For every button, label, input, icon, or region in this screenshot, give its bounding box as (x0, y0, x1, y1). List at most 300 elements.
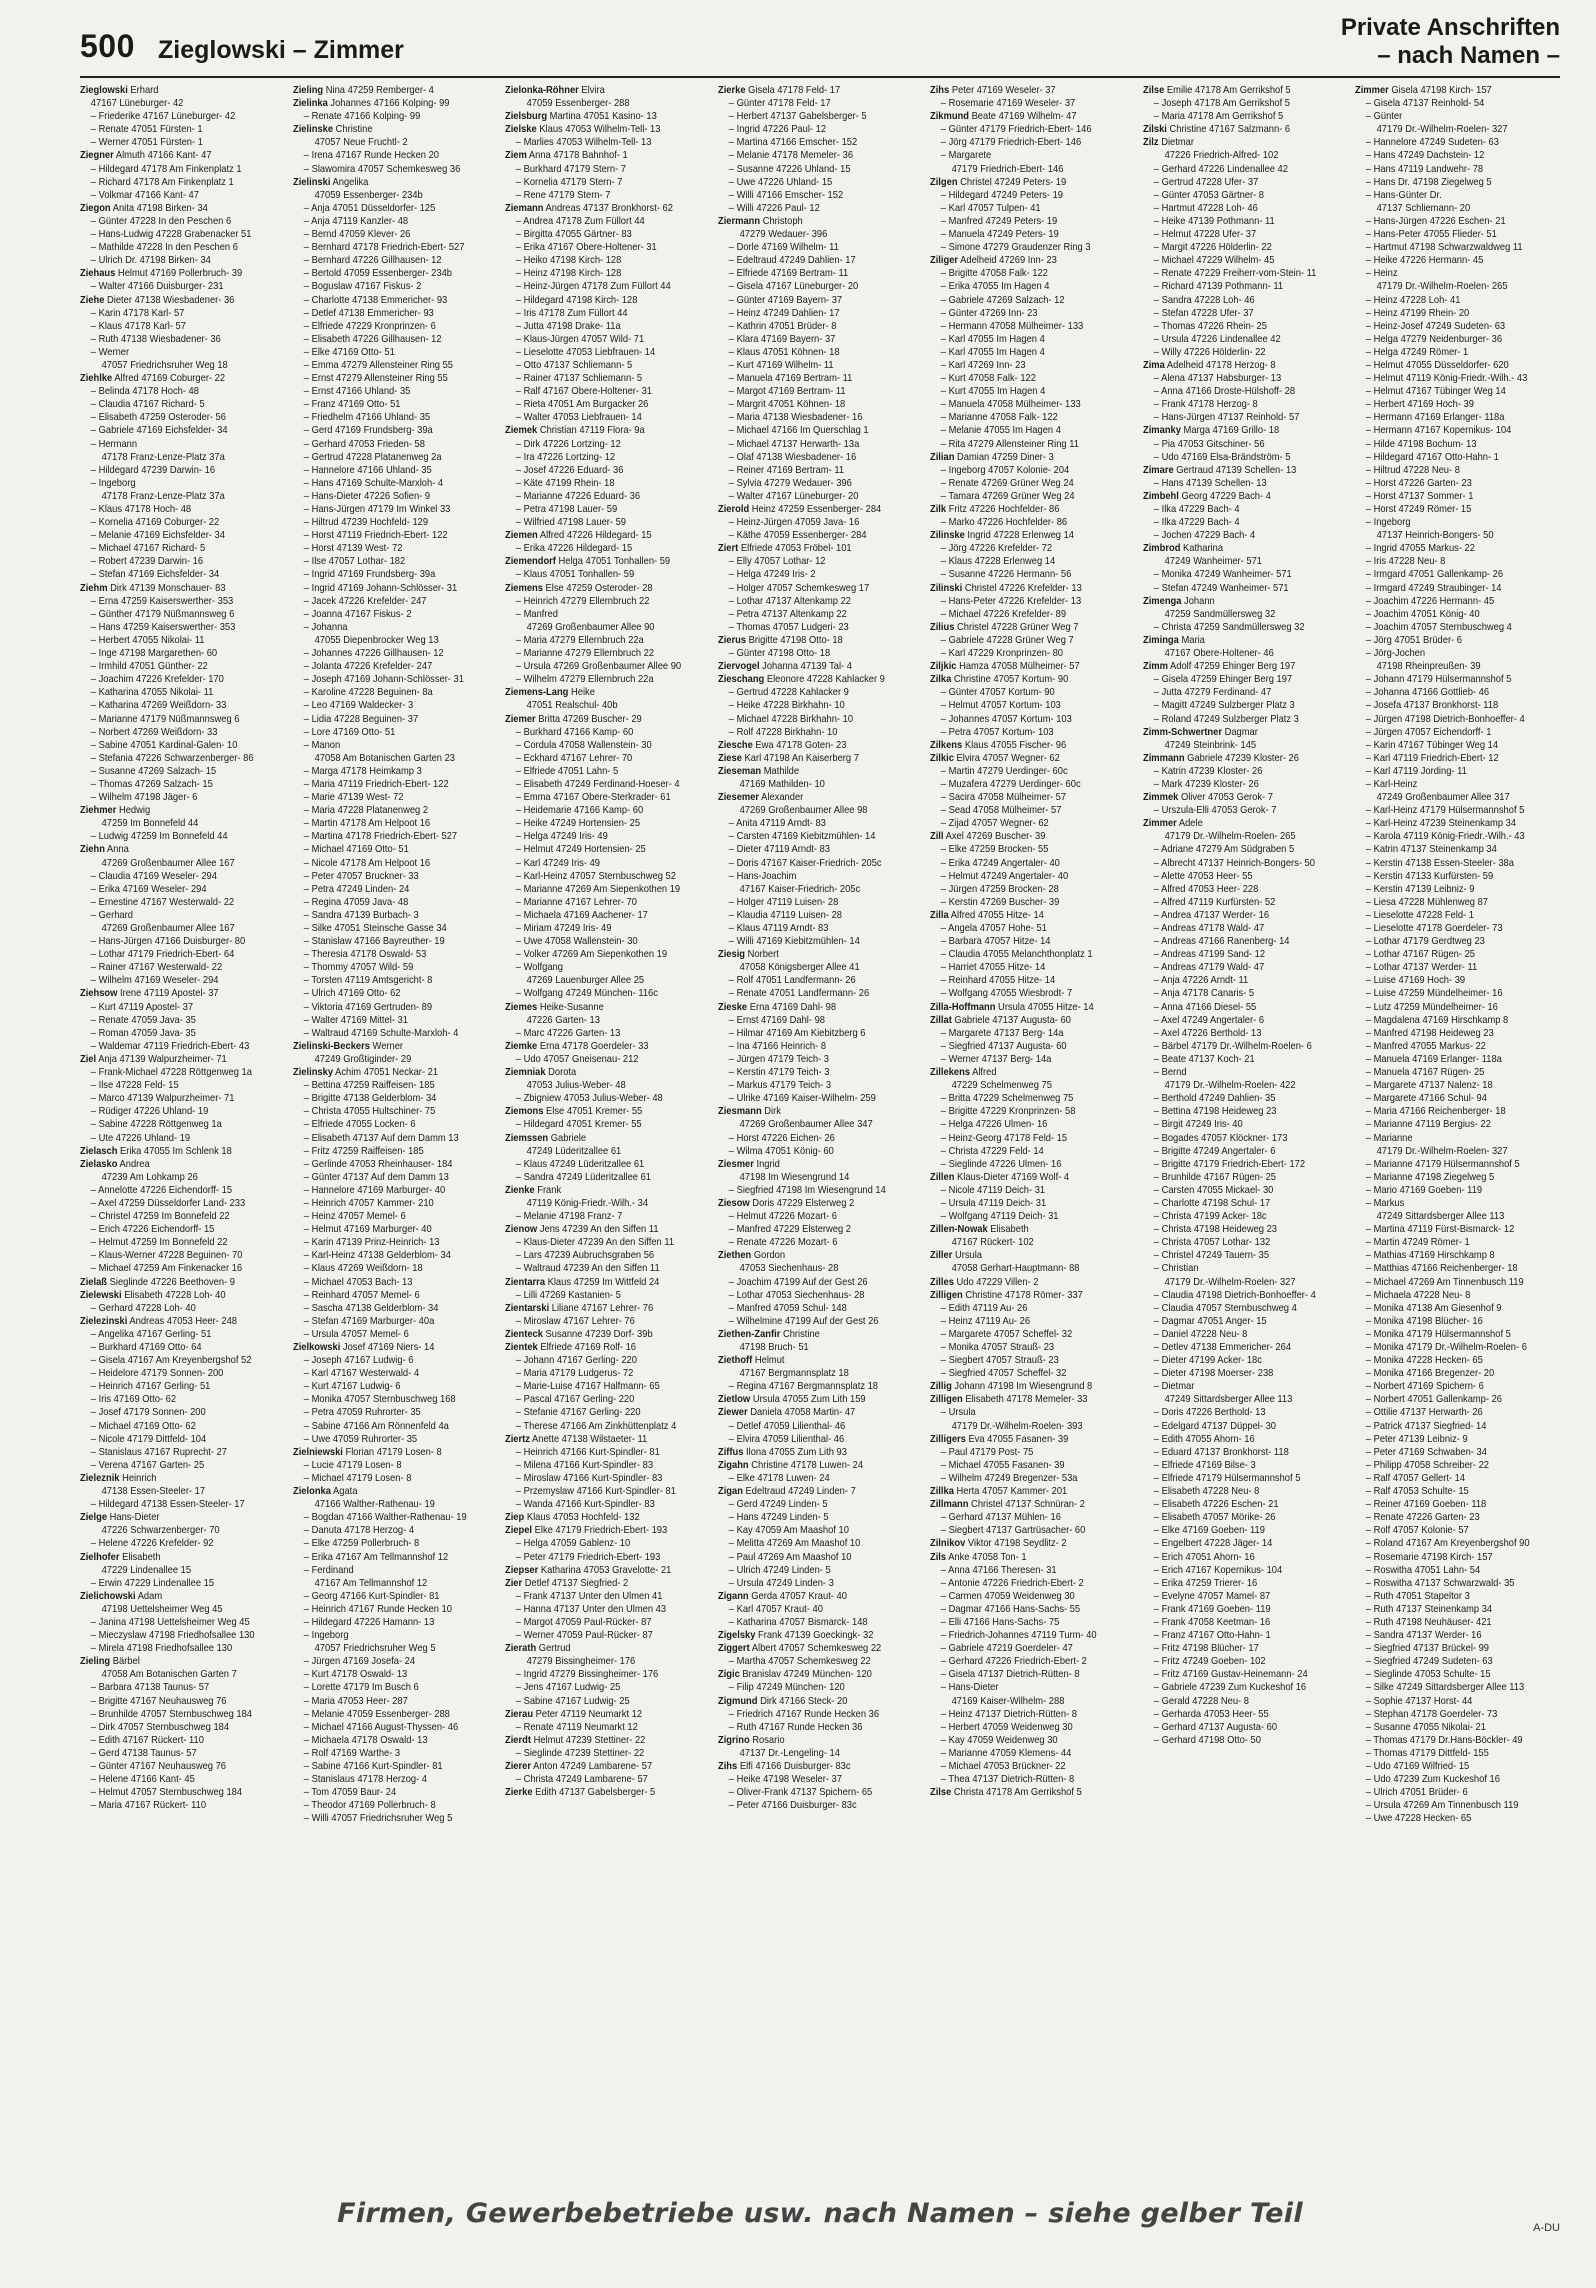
listing-entry: – Hermann (90, 438, 138, 450)
listing-entry: – Heidelore 47179 Sonnen- 200 (90, 1368, 224, 1380)
listing-entry (718, 1629, 902, 1642)
listing-entry: – Erwin 47229 Lindenallee 15 (90, 1577, 215, 1589)
listing-entry: – Elfriede 47179 Hülsermannshof 5 (1153, 1472, 1301, 1484)
listing-details: Eleonore 47228 Kahlacker 9 (763, 674, 885, 686)
listing-entry: – Gerharda 47053 Heer- 55 (1153, 1708, 1269, 1720)
listing-entry (1143, 791, 1327, 804)
listing-entry: – Udo 47057 Gneisenau- 212 (515, 1053, 639, 1065)
listing-entry: – Manfred 47055 Markus- 22 (1366, 1040, 1487, 1052)
listing-entry: – Charlotte 47138 Emmericher- 93 (303, 294, 447, 306)
listing-entry: 47057 Friedrichsruher Weg 18 (101, 359, 228, 371)
listing-entry: – Heike 47198 Weseler- 37 (728, 1774, 842, 1786)
listing-entry: – Ralf 47057 Gellert- 14 (1366, 1472, 1466, 1484)
listing-surname: Ziepel (505, 1525, 533, 1537)
listing-entry: – Marco 47139 Walpurzheimer- 71 (90, 1093, 235, 1105)
listing-surname: Zielinski (292, 176, 330, 188)
listing-entry: 47269 Großenbaumer Allee 167 (101, 857, 235, 869)
listing-entry: – Klaus 47178 Karl- 57 (90, 320, 186, 332)
listing-entry (718, 215, 902, 228)
listing-entry: 47226 Garten- 13 (526, 1014, 601, 1026)
listing-entry: – Marianne 47179 Nüßmannsweg 6 (90, 713, 240, 725)
listing-entry: – Horst 47119 Friedrich-Ebert- 122 (303, 530, 448, 542)
listing-entry (1143, 595, 1327, 608)
listing-details: Viktor 47198 Seydlitz- 2 (965, 1538, 1067, 1550)
listing-details: Alfred 47055 Hitze- 14 (949, 909, 1045, 921)
listing-entry: – Janina 47198 Uettelsheimer Weg 45 (90, 1616, 250, 1628)
listing-entry: – Michael 47169 Otto- 51 (303, 844, 409, 856)
listing-entry (718, 752, 902, 765)
listing-entry: – Kathrin 47051 Brüder- 8 (728, 320, 837, 332)
listing-entry: – Michaela 47228 Neu- 8 (1366, 1289, 1471, 1301)
listing-entry: – Bernd 47059 Klever- 26 (303, 229, 410, 241)
listing-entry: – Hans 47169 Schulte-Marxloh- 4 (303, 477, 443, 489)
listing-entry: 47239 Am Lohkamp 26 (101, 1171, 198, 1183)
listing-entry: – Helmut 47259 Im Bonnefeld 22 (90, 1237, 228, 1249)
listing-entry: 47179 Dr.-Wilhelm-Roelen- 393 (951, 1420, 1083, 1432)
listing-entry: 47249 Großenbaumer Allee 317 (1377, 792, 1511, 804)
listing-entry: – Waltraud 47169 Schulte-Marxloh- 4 (303, 1027, 458, 1039)
listing-entry: – Hans 47139 Schellen- 13 (1153, 477, 1267, 489)
listing-entry (80, 1289, 264, 1302)
listing-entry: – Dirk 47226 Lortzing- 12 (515, 438, 621, 450)
listing-details: Gisela 47178 Feld- 17 (745, 85, 840, 96)
listing-entry: – Kerstin 47139 Leibniz- 9 (1366, 883, 1475, 895)
listing-entry: – Emma 47167 Obere-Sterkrader- 61 (515, 792, 671, 804)
listing-entry: – Christa 47249 Lambarene- 57 (515, 1774, 649, 1786)
listing-entry: – Christel 47249 Tauern- 35 (1153, 1250, 1269, 1262)
listing-details: Adelheid 47269 Inn- 23 (958, 255, 1058, 267)
listing-entry: – Heike 47249 Hortensien- 25 (515, 818, 641, 830)
listing-entry (505, 1564, 689, 1577)
listing-entry: – Inge 47198 Margarethen- 60 (90, 648, 218, 660)
listing-surname: Zillekens (930, 1067, 971, 1079)
listing-entry: – Günter 47269 Inn- 23 (941, 307, 1038, 319)
listing-entry: – Heike 47228 Birkhahn- 10 (728, 700, 845, 712)
listing-entry: – Claudia 47055 Melanchthonplatz 1 (941, 949, 1093, 961)
listing-entry: 47269 Großenbaumer Allee 347 (739, 1119, 873, 1131)
listing-entry: 47269 Großenbaumer Allee 98 (739, 805, 868, 817)
listing-entry: – Alfred 47119 Kurfürsten- 52 (1153, 896, 1276, 908)
listing-entry: – Jutta 47198 Drake- 11a (515, 320, 621, 332)
listing-entry (80, 1590, 264, 1603)
listing-entry: – Elly 47057 Lothar- 12 (728, 556, 826, 568)
listing-entry: – Petra 47249 Linden- 24 (303, 883, 409, 895)
listing-entry: – Berthold 47249 Dahlien- 35 (1153, 1093, 1276, 1105)
listing-details: Else 47051 Kremer- 55 (543, 1106, 643, 1118)
listing-entry: – Eckhard 47167 Lehrer- 70 (515, 752, 633, 764)
listing-details: Alexander (758, 792, 804, 804)
listing-entry: – Barbara 47138 Taunus- 57 (90, 1682, 210, 1694)
listing-entry: – Thomas 47179 Dittfeld- 155 (1366, 1747, 1490, 1759)
listing-entry: – Manfred 47059 Schul- 148 (728, 1302, 847, 1314)
listing-entry: 47167 Lüneburger- 42 (90, 98, 184, 110)
listing-entry (930, 830, 1114, 843)
listing-entry: – Ruth 47138 Wiesbadener- 36 (90, 333, 221, 345)
listing-entry: – Zijad 47057 Wegner- 62 (941, 818, 1050, 830)
listing-details: Dagmar (1221, 726, 1258, 738)
listing-entry: – Anna 47166 Theresen- 31 (941, 1564, 1057, 1576)
listing-entry: – Susanne 47269 Salzach- 15 (90, 765, 217, 777)
listing-entry: – Norbert 47051 Gallenkamp- 26 (1366, 1394, 1503, 1406)
listing-details: Edeltraud 47249 Linden- 7 (742, 1486, 856, 1498)
listing-entry: 47249 Sittardsberger Allee 113 (1164, 1394, 1293, 1406)
listing-entry: – Ilse 47057 Lothar- 182 (303, 556, 405, 568)
listing-surname: Zimmek (1142, 792, 1179, 804)
listing-entry: – Britta 47229 Schelmenweg 75 (941, 1093, 1074, 1105)
listing-entry: – Michael 47137 Herwarth- 13a (728, 438, 860, 450)
listing-entry: – Alena 47137 Habsburger- 13 (1153, 373, 1282, 385)
listing-entry: – Peter 47179 Friedrich-Ebert- 193 (515, 1551, 661, 1563)
listing-details: Johanna 47139 Tal- 4 (759, 661, 852, 673)
listing-surname: Zigic (717, 1669, 740, 1681)
listing-entry: – Ilse 47228 Feld- 15 (90, 1080, 179, 1092)
listing-surname: Zielkowski (292, 1342, 340, 1353)
listing-surname: Zierke (717, 85, 746, 96)
listing-details: Gabriele (548, 1132, 587, 1144)
listing-entry: – Reinhard 47055 Hitze- 14 (941, 975, 1056, 987)
listing-entry: – Gisela 47137 Dietrich-Rütten- 8 (941, 1669, 1080, 1681)
listing-entry: – Hans Dr. 47198 Ziegelweg 5 (1366, 176, 1493, 188)
listing-entry: – Rainer 47167 Westerwald- 22 (90, 962, 223, 974)
listing-details: Achim 47051 Neckar- 21 (332, 1067, 438, 1079)
listing-entry: – Michael 47179 Losen- 8 (303, 1472, 411, 1484)
listing-details: Christine (780, 1328, 820, 1340)
listing-entry (80, 372, 264, 385)
listing-entry: – Gisela 47259 Ehinger Berg 197 (1153, 674, 1292, 686)
listing-entry: – Kerstin 47133 Kurfürsten- 59 (1366, 870, 1494, 882)
listing-entry (1143, 424, 1327, 437)
listing-entry: – Stanislaw 47166 Bayreuther- 19 (303, 936, 445, 948)
listing-entry: – Anna 47166 Droste-Hülshoff- 28 (1153, 386, 1295, 398)
listing-entry: – Ralf 47167 Obere-Holtener- 31 (515, 386, 653, 398)
listing-entry: – Urszula-Elli 47053 Gerok- 7 (1153, 805, 1277, 817)
listing-entry: – Gerhard 47198 Otto- 50 (1153, 1734, 1261, 1746)
listing-entry: – Bertold 47059 Essenberger- 234b (303, 268, 452, 280)
listing-details: Liliane 47167 Lehrer- 76 (549, 1302, 654, 1314)
listing-entry (930, 1498, 1114, 1511)
listing-details: Herta 47057 Kammer- 201 (954, 1486, 1068, 1498)
listing-surname: Zillat (930, 1014, 953, 1026)
listing-entry: – Lieselotte 47178 Goerdeler- 73 (1366, 923, 1504, 934)
listing-entry: – Mark 47239 Kloster- 26 (1153, 778, 1259, 790)
listing-entry: 47269 Großenbaumer Allee 90 (526, 621, 655, 633)
listing-entry: – Wilma 47051 König- 60 (728, 1145, 834, 1157)
listing-details: Gertraud 47139 Schellen- 13 (1173, 464, 1297, 476)
listing-entry (80, 1276, 264, 1289)
listing-entry: – Edelgard 47137 Düppel- 30 (1153, 1420, 1276, 1432)
listing-details: Heinrich (119, 1472, 157, 1484)
listing-entry: – Petra 47198 Lauer- 59 (515, 504, 618, 515)
listing-entry: – Karin 47167 Tübinger Weg 14 (1366, 739, 1499, 751)
listing-surname: Ziethoff (717, 1355, 753, 1367)
listing-entry: – Brigitte 47167 Neuhausweg 76 (90, 1695, 227, 1707)
listing-details: Hans-Dieter (107, 1512, 160, 1524)
listing-entry: – Bettina 47198 Heideweg 23 (1153, 1106, 1277, 1118)
listing-entry (718, 84, 902, 97)
listing-surname: Zilnikov (930, 1538, 966, 1550)
listing-entry (505, 555, 689, 568)
listing-entry: – Harriet 47055 Hitze- 14 (941, 962, 1046, 974)
listing-entry: – Margot 47169 Bertram- 11 (728, 386, 846, 398)
listing-entry: – Marie 47139 West- 72 (303, 792, 404, 804)
listing-entry: – Horst 47249 Römer- 15 (1366, 504, 1472, 515)
listing-entry: – Robert 47239 Darwin- 16 (90, 556, 204, 568)
listing-surname: Zimbehl (1142, 490, 1179, 502)
listing-details: Elfriede 47169 Rolf- 16 (537, 1342, 637, 1353)
listing-entry: – Theresia 47178 Oswald- 53 (303, 949, 426, 961)
listing-entry: – Anja 47119 Kanzler- 48 (303, 215, 408, 227)
listing-entry (718, 1158, 902, 1171)
listing-entry: 47229 Schelmenweg 75 (951, 1080, 1053, 1092)
listing-entry: – Peter 47169 Schwaben- 34 (1366, 1446, 1488, 1458)
listing-entry (505, 1642, 689, 1655)
listing-details: Elvira (578, 85, 605, 96)
listing-entry: – Bernhard 47226 Gillhausen- 12 (303, 255, 442, 267)
listing-details: Christel 47249 Peters- 19 (957, 176, 1067, 188)
listing-entry: – Christian (1153, 1263, 1199, 1275)
listing-entry: 47279 Bissingheimer- 176 (526, 1656, 636, 1668)
listing-entry: – Dorle 47169 Wilhelm- 11 (728, 242, 839, 254)
listing-entry (930, 1249, 1114, 1262)
listing-details: Elfriede 47053 Fröbel- 101 (738, 543, 852, 555)
listing-details: Rosario (749, 1734, 785, 1746)
listing-entry (80, 582, 264, 595)
listing-entry (80, 1145, 264, 1158)
listing-entry: – Hermann 47167 Kopernikus- 104 (1366, 425, 1512, 437)
listing-entry: – Marianne 47198 Ziegelweg 5 (1366, 1171, 1495, 1183)
listing-details: Erna 47178 Goerdeler- 33 (537, 1040, 649, 1052)
listing-entry: – Monika 47166 Bregenzer- 20 (1366, 1368, 1495, 1380)
listing-entry: – Volker 47269 Am Siepenkothen 19 (515, 949, 668, 961)
listing-entry: – Mario 47169 Goeben- 119 (1366, 1184, 1483, 1196)
listing-surname: Zieleznik (80, 1472, 120, 1484)
listing-entry: – Michaela 47178 Oswald- 13 (303, 1734, 428, 1746)
listing-details: Nina 47259 Remberger- 4 (322, 85, 434, 96)
listing-entry: – Karoline 47228 Beguinen- 8a (303, 687, 433, 699)
listing-entry (505, 1001, 689, 1014)
listing-entry (718, 1668, 902, 1681)
listing-entry: – Elke 47178 Luwen- 24 (728, 1472, 830, 1484)
listing-entry: – Jürgen 47259 Brocken- 28 (941, 883, 1060, 895)
listing-entry: – Hans-Peter 47055 Flieder- 51 (1366, 229, 1498, 241)
listing-entry (293, 84, 477, 97)
listing-entry: – Günther 47179 Nüßmannsweg 6 (90, 608, 235, 620)
listing-surname: Ziminga (1142, 634, 1179, 646)
listing-entry: – Helga 47279 Neidenburger- 36 (1366, 333, 1503, 345)
listing-entry: – Sylvia 47279 Wedauer- 396 (728, 477, 852, 489)
listing-entry: – Melanie 47055 Im Hagen 4 (941, 425, 1062, 437)
listing-entry: – Lothar 47137 Altenkamp 22 (728, 595, 851, 607)
listing-entry: – Hannelore 47169 Marburger- 40 (303, 1184, 445, 1196)
listing-entry (293, 1066, 477, 1079)
listing-entry: – Uwe 47228 Hecken- 65 (1366, 1813, 1472, 1825)
listing-entry: – Roland 47167 Am Kreyenbergshof 90 (1366, 1538, 1531, 1550)
listing-entry: – Willi 47169 Kiebitzmühlen- 14 (728, 936, 860, 948)
listing-entry: – Sandra 47249 Lüderitzallee 61 (515, 1171, 652, 1183)
listing-entry: – Cordula 47058 Wallenstein- 30 (515, 739, 652, 751)
listing-entry: – Michael 47226 Krefelder- 89 (941, 608, 1067, 620)
listing-entry: – Helga 47249 Iris- 49 (515, 831, 608, 843)
listing-entry: – Elisabeth 47259 Osteroder- 56 (90, 412, 226, 424)
listing-entry: – Carsten 47055 Mickael- 30 (1153, 1184, 1274, 1196)
listing-entry: – Muzafera 47279 Uerdinger- 60c (941, 778, 1081, 790)
listing-entry: – Monika 47249 Wanheimer- 571 (1153, 569, 1292, 581)
listing-surname: Ziegner (80, 150, 114, 162)
listing-entry: – Johannes 47226 Gillhausen- 12 (303, 648, 444, 660)
listing-entry: – Hans-Ludwig 47228 Grabenacker 51 (90, 229, 252, 241)
listing-details: Christoph (759, 215, 803, 227)
listing-entry (505, 1040, 689, 1053)
listing-entry: – Burkhard 47166 Kamp- 60 (515, 726, 634, 738)
listing-details: Bärbel (110, 1656, 140, 1668)
listing-entry: – Sieglinde 47053 Schulte- 15 (1366, 1669, 1492, 1681)
listing-entry: – Roswitha 47051 Lahn- 54 (1366, 1564, 1481, 1576)
listing-entry: – Walter 47167 Lüneburger- 20 (728, 490, 859, 502)
listing-entry: – Bärbel 47179 Dr.-Wilhelm-Roelen- 6 (1153, 1040, 1312, 1052)
listing-entry: – Christa 47229 Feld- 14 (941, 1145, 1045, 1157)
listing-surname: Ziemen (505, 530, 538, 542)
listing-entry (80, 202, 264, 215)
listing-entry: – Gerhard 47228 Loh- 40 (90, 1302, 196, 1314)
listing-entry: – Marianne 47058 Falk- 122 (941, 412, 1059, 424)
listing-entry: – Dieter 47198 Moerser- 238 (1153, 1368, 1274, 1380)
listing-entry: – Heiko 47198 Kirch- 128 (515, 255, 622, 267)
listing-entry: – Anja 47051 Düsseldorfer- 125 (303, 202, 435, 214)
listing-entry: – Margarete 47057 Scheffel- 32 (941, 1328, 1073, 1340)
listing-entry: – Heinrich 47167 Runde Hecken 10 (303, 1603, 452, 1615)
listing-entry: – Uwe 47059 Ruhrorter- 35 (303, 1433, 417, 1445)
listing-entry: – Käthe 47059 Essenberger- 284 (728, 530, 867, 542)
listing-entry (718, 673, 902, 686)
listing-entry: – Siegfried 47057 Scheffel- 32 (941, 1368, 1067, 1380)
listing-entry: – Rosemarie 47198 Kirch- 157 (1366, 1551, 1494, 1563)
listing-entry: – Marianne 47119 Bergius- 22 (1366, 1119, 1492, 1131)
listing-entry: – Katharina 47057 Bismarck- 148 (728, 1616, 868, 1628)
listing-entry: – Karl 47119 Jording- 11 (1366, 765, 1468, 777)
listing-entry: 47169 Mathilden- 10 (739, 778, 825, 790)
listing-column-3 (505, 84, 689, 2180)
listing-entry (505, 1328, 689, 1341)
listing-details: Anita 47198 Birken- 34 (110, 202, 208, 214)
listing-entry (1143, 634, 1327, 647)
listing-details: Christine 47167 Salzmann- 6 (1166, 124, 1291, 136)
listing-entry: – Ulrich 47249 Linden- 5 (728, 1564, 831, 1576)
listing-entry: – Irmgard 47051 Gallenkamp- 26 (1366, 569, 1504, 581)
listing-entry: – Heinrich 47167 Gerling- 51 (90, 1381, 211, 1393)
listing-entry: – Sabine 47166 Am Rönnenfeld 4a (303, 1420, 449, 1432)
listing-surname: Zilkic (930, 752, 955, 764)
listing-entry: – Edith 47119 Au- 26 (941, 1302, 1028, 1314)
listing-entry (1143, 817, 1327, 830)
listing-entry: – Lieselotte 47228 Feld- 1 (1366, 909, 1475, 921)
listing-entry: – Melanie 47198 Franz- 7 (515, 1211, 623, 1223)
listing-entry: – Przemyslaw 47166 Kurt-Spindler- 81 (515, 1486, 677, 1498)
listing-entry: – Ferdinand (303, 1564, 354, 1576)
listing-entry: – Maria 47228 Platanenweg 2 (303, 805, 428, 817)
listing-details: Ursula (952, 1250, 983, 1262)
listing-entry: – Elfriede 47169 Bilse- 3 (1153, 1459, 1256, 1471)
listing-entry: – Martina 47178 Friedrich-Ebert- 527 (303, 831, 457, 843)
listing-entry: – Brunhilde 47167 Rügen- 25 (1153, 1171, 1276, 1183)
listing-entry: 47053 Julius-Weber- 48 (526, 1080, 626, 1092)
listing-entry: – Albrecht 47137 Heinrich-Bongers- 50 (1153, 857, 1315, 869)
listing-entry: – Günter 47198 Otto- 18 (728, 648, 830, 660)
listing-details: Erhard (127, 85, 159, 96)
listing-entry (1143, 752, 1327, 765)
listing-entry: – Ruth 47051 Stapeltor 3 (1366, 1590, 1471, 1602)
listing-entry: – Helmut 47057 Sternbuschweg 184 (90, 1787, 243, 1799)
listing-surname: Ziesow (717, 1197, 750, 1209)
listing-entry (930, 503, 1114, 516)
listing-surname: Ziemann (505, 202, 544, 214)
listing-entry: 47226 Schwarzenberger- 70 (101, 1525, 220, 1537)
listing-details: Johann 47198 Im Wiesengrund 8 (952, 1381, 1093, 1393)
listing-entry: – Uwe 47226 Uhland- 15 (728, 176, 832, 188)
listing-details: Agata (330, 1486, 358, 1498)
listing-entry: – Theodor 47169 Pollerbruch- 8 (303, 1800, 436, 1812)
listing-surname: Zierath (505, 1643, 537, 1655)
listing-entry: – Wolfgang 47055 Wiesbrodt- 7 (941, 988, 1073, 1000)
listing-surname: Ziel (80, 1053, 97, 1065)
listing-entry: – Richard 47178 Am Finkenplatz 1 (90, 176, 234, 188)
listing-details: Detlef 47137 Siegfried- 2 (522, 1577, 629, 1589)
listing-entry: – Michaela 47169 Aachener- 17 (515, 909, 649, 921)
listing-entry: – Marga 47178 Heimkamp 3 (303, 765, 422, 777)
listing-entry (930, 673, 1114, 686)
listing-details: Dietmar (1158, 137, 1194, 149)
listing-entry: – Danuta 47178 Herzog- 4 (303, 1525, 414, 1537)
listing-entry: – Heinz-Jürgen 47059 Java- 16 (728, 517, 860, 529)
listing-entry: – Irmhild 47051 Günther- 22 (90, 661, 208, 673)
listing-entry: 47179 Friedrich-Ebert- 146 (951, 163, 1064, 175)
listing-entry: – Michael 47053 Brückner- 22 (941, 1761, 1066, 1772)
listing-entry: – Werner 47051 Fürsten- 1 (90, 137, 203, 149)
listing-entry: – Doris 47226 Berthold- 13 (1153, 1407, 1266, 1419)
listing-entry: – Gabriele 47228 Grüner Weg 7 (941, 634, 1075, 646)
listing-entry: – Marianne 47167 Lehrer- 70 (515, 896, 638, 908)
listing-entry: 47198 Rheinpreußen- 39 (1377, 661, 1482, 673)
listing-details: Maria (1178, 634, 1205, 646)
listing-entry: – Peter 47139 Leibniz- 9 (1366, 1433, 1469, 1445)
listing-entry: – Frank-Michael 47228 Röttgenweg 1a (90, 1067, 252, 1079)
listing-details: Klaus 47053 Wilhelm-Tell- 13 (536, 124, 661, 136)
listing-entry: – Ursula (941, 1407, 976, 1419)
listing-entry: – Angelika 47167 Gerling- 51 (90, 1328, 212, 1340)
listing-entry: – Birgit 47249 Iris- 40 (1153, 1119, 1243, 1131)
listing-details: Ilona 47055 Zum Lith 93 (743, 1446, 847, 1458)
listing-entry: – Manfred 47198 Heideweg 23 (1366, 1027, 1495, 1039)
listing-entry: – Gerlinde 47053 Rheinhauser- 184 (303, 1158, 453, 1170)
listing-entry: – Silke 47249 Sittardsberger Allee 113 (1366, 1682, 1525, 1694)
listing-entry: – Sascha 47138 Gelderblom- 34 (303, 1302, 439, 1314)
listing-entry (505, 1511, 689, 1524)
listing-entry (80, 804, 264, 817)
listing-entry (718, 1485, 902, 1498)
listing-entry: 47058 Am Botanischen Garten 23 (314, 752, 455, 764)
listing-entry: – Helmut 47169 Marburger- 40 (303, 1224, 432, 1236)
listing-entry: – Ira 47226 Lortzing- 12 (515, 451, 616, 463)
listing-entry: – Tamara 47269 Grüner Weg 24 (941, 490, 1075, 502)
listing-entry: – Klaus-Jürgen 47057 Wild- 71 (515, 333, 645, 345)
listing-details: Georg 47229 Bach- 4 (1178, 490, 1271, 502)
listing-entry: – Ingrid 47279 Bissingheimer- 176 (515, 1669, 659, 1681)
listing-entry: – Kurt 47119 Apostel- 37 (90, 1001, 194, 1013)
listing-entry: – Brigitte 47249 Angertaler- 6 (1153, 1145, 1276, 1157)
listing-entry (718, 1760, 902, 1773)
listing-entry: – Erich 47051 Ahorn- 16 (1153, 1551, 1255, 1563)
listing-entry: 47249 Großtiginder- 29 (314, 1053, 411, 1065)
listing-surname: Zilligen (930, 1289, 964, 1301)
